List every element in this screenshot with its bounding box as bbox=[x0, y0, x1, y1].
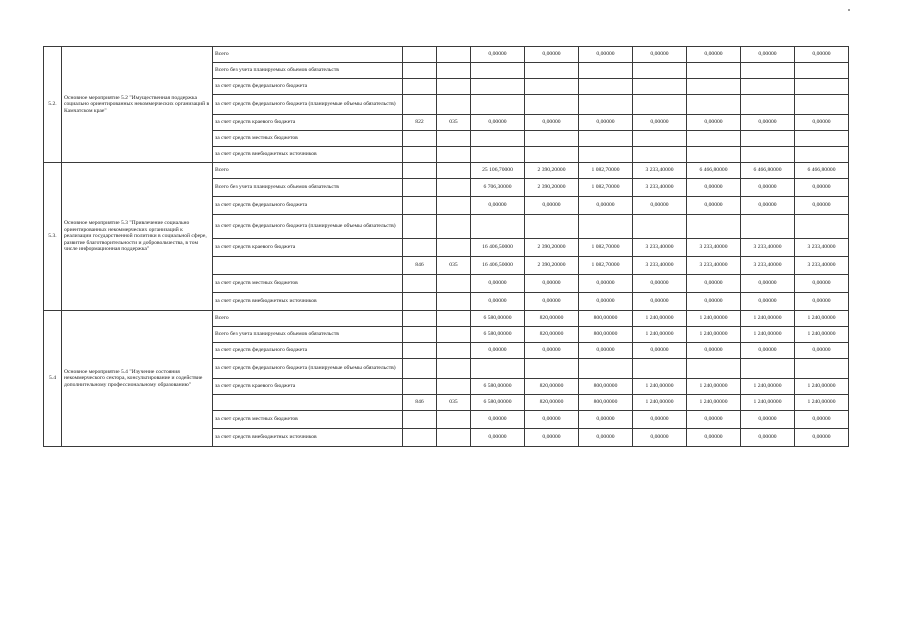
amount-cell bbox=[579, 63, 633, 79]
budget-code bbox=[403, 379, 437, 395]
funding-source: за счет средств внебюджетных источников bbox=[213, 293, 403, 311]
budget-code: 822 bbox=[403, 115, 437, 131]
amount-cell: 0,00000 bbox=[687, 429, 741, 447]
amount-cell: 0,00000 bbox=[687, 115, 741, 131]
program-code bbox=[437, 327, 471, 343]
amount-cell bbox=[579, 95, 633, 115]
amount-cell: 0,00000 bbox=[471, 47, 525, 63]
amount-cell bbox=[525, 359, 579, 379]
funding-source: за счет средств краевого бюджета bbox=[213, 239, 403, 257]
budget-code bbox=[403, 359, 437, 379]
funding-source: за счет средств федерального бюджета bbox=[213, 343, 403, 359]
amount-cell: 1 082,70000 bbox=[579, 257, 633, 275]
amount-cell: 1 240,00000 bbox=[741, 379, 795, 395]
amount-cell: 0,00000 bbox=[471, 197, 525, 215]
amount-cell: 0,00000 bbox=[633, 293, 687, 311]
amount-cell: 3 233,40000 bbox=[741, 257, 795, 275]
amount-cell: 0,00000 bbox=[471, 429, 525, 447]
amount-cell: 0,00000 bbox=[579, 47, 633, 63]
section-title: Основное мероприятие 5.3 "Привлечение социально ориентированных некоммерческих организаций к реализации государственной политики в социальной сфере, развитие благотворительности и добровольчества, в том числе информационная поддержка" bbox=[62, 163, 213, 311]
amount-cell: 0,00000 bbox=[579, 293, 633, 311]
amount-cell bbox=[741, 131, 795, 147]
amount-cell bbox=[687, 95, 741, 115]
program-code bbox=[437, 179, 471, 197]
amount-cell bbox=[687, 359, 741, 379]
section-number: 5.2. bbox=[44, 47, 62, 163]
amount-cell: 0,00000 bbox=[741, 47, 795, 63]
amount-cell: 0,00000 bbox=[633, 429, 687, 447]
amount-cell: 1 240,00000 bbox=[687, 311, 741, 327]
amount-cell: 0,00000 bbox=[795, 197, 849, 215]
amount-cell: 0,00000 bbox=[471, 275, 525, 293]
amount-cell: 0,00000 bbox=[795, 275, 849, 293]
program-code: 035 bbox=[437, 395, 471, 411]
program-code bbox=[437, 215, 471, 239]
budget-code bbox=[403, 343, 437, 359]
funding-source bbox=[213, 395, 403, 411]
section-number: 5.4 bbox=[44, 311, 62, 447]
funding-source: за счет средств краевого бюджета bbox=[213, 115, 403, 131]
amount-cell: 6 580,00000 bbox=[471, 327, 525, 343]
program-code: 035 bbox=[437, 115, 471, 131]
amount-cell: 0,00000 bbox=[741, 343, 795, 359]
amount-cell bbox=[687, 131, 741, 147]
budget-table bbox=[43, 46, 849, 447]
amount-cell: 1 082,70000 bbox=[579, 163, 633, 179]
amount-cell: 0,00000 bbox=[795, 429, 849, 447]
amount-cell: 16 406,50000 bbox=[471, 239, 525, 257]
amount-cell: 0,00000 bbox=[633, 197, 687, 215]
amount-cell bbox=[741, 79, 795, 95]
amount-cell bbox=[579, 131, 633, 147]
amount-cell bbox=[741, 359, 795, 379]
amount-cell: 0,00000 bbox=[687, 293, 741, 311]
amount-cell: 0,00000 bbox=[795, 115, 849, 131]
funding-source: за счет средств местных бюджетов bbox=[213, 275, 403, 293]
amount-cell: 820,00000 bbox=[525, 327, 579, 343]
amount-cell: 1 240,00000 bbox=[633, 327, 687, 343]
amount-cell: 0,00000 bbox=[579, 275, 633, 293]
budget-code bbox=[403, 293, 437, 311]
program-code bbox=[437, 147, 471, 163]
amount-cell bbox=[795, 95, 849, 115]
amount-cell: 1 240,00000 bbox=[795, 327, 849, 343]
amount-cell: 0,00000 bbox=[687, 343, 741, 359]
amount-cell: 6 466,80000 bbox=[795, 163, 849, 179]
amount-cell: 2 390,20000 bbox=[525, 257, 579, 275]
amount-cell: 0,00000 bbox=[741, 293, 795, 311]
budget-code bbox=[403, 163, 437, 179]
amount-cell: 16 406,50000 bbox=[471, 257, 525, 275]
budget-code bbox=[403, 79, 437, 95]
amount-cell: 0,00000 bbox=[687, 197, 741, 215]
amount-cell: 1 082,70000 bbox=[579, 179, 633, 197]
amount-cell: 0,00000 bbox=[795, 293, 849, 311]
amount-cell: 1 240,00000 bbox=[633, 379, 687, 395]
amount-cell: 0,00000 bbox=[687, 411, 741, 429]
amount-cell bbox=[633, 147, 687, 163]
amount-cell bbox=[741, 215, 795, 239]
amount-cell: 0,00000 bbox=[687, 179, 741, 197]
budget-code bbox=[403, 63, 437, 79]
amount-cell: 3 233,40000 bbox=[633, 163, 687, 179]
amount-cell: 3 233,40000 bbox=[633, 239, 687, 257]
budget-code bbox=[403, 327, 437, 343]
amount-cell bbox=[633, 359, 687, 379]
amount-cell: 0,00000 bbox=[795, 47, 849, 63]
budget-code bbox=[403, 147, 437, 163]
amount-cell: 6 580,00000 bbox=[471, 379, 525, 395]
amount-cell: 3 233,40000 bbox=[795, 257, 849, 275]
budget-code bbox=[403, 429, 437, 447]
budget-code bbox=[403, 311, 437, 327]
program-code bbox=[437, 359, 471, 379]
amount-cell bbox=[741, 95, 795, 115]
amount-cell: 820,00000 bbox=[525, 311, 579, 327]
table-row bbox=[44, 311, 849, 327]
amount-cell bbox=[633, 63, 687, 79]
amount-cell bbox=[633, 95, 687, 115]
amount-cell: 0,00000 bbox=[795, 179, 849, 197]
amount-cell bbox=[579, 359, 633, 379]
amount-cell: 1 240,00000 bbox=[687, 379, 741, 395]
amount-cell: 0,00000 bbox=[633, 343, 687, 359]
program-code bbox=[437, 343, 471, 359]
program-code: 035 bbox=[437, 257, 471, 275]
amount-cell bbox=[687, 147, 741, 163]
amount-cell: 0,00000 bbox=[579, 411, 633, 429]
amount-cell: 1 082,70000 bbox=[579, 239, 633, 257]
budget-code: 846 bbox=[403, 395, 437, 411]
funding-source: за счет средств федерального бюджета (планируемые объемы обязательств) bbox=[213, 95, 403, 115]
amount-cell bbox=[741, 147, 795, 163]
amount-cell bbox=[471, 95, 525, 115]
amount-cell bbox=[633, 79, 687, 95]
amount-cell bbox=[525, 95, 579, 115]
amount-cell: 0,00000 bbox=[795, 343, 849, 359]
funding-source: за счет средств внебюджетных источников bbox=[213, 429, 403, 447]
funding-source: за счет средств федерального бюджета (планируемые объемы обязательств) bbox=[213, 215, 403, 239]
program-code bbox=[437, 47, 471, 63]
amount-cell: 0,00000 bbox=[633, 47, 687, 63]
amount-cell: 2 390,20000 bbox=[525, 239, 579, 257]
amount-cell: 0,00000 bbox=[741, 411, 795, 429]
amount-cell bbox=[525, 63, 579, 79]
section-title: Основное мероприятие 5.4 "Изучение состояния некоммерческого сектора, консультирование и содействие дополнительному профессиональному образованию" bbox=[62, 311, 213, 447]
amount-cell: 25 106,70000 bbox=[471, 163, 525, 179]
amount-cell: 1 240,00000 bbox=[687, 327, 741, 343]
amount-cell: 1 240,00000 bbox=[741, 395, 795, 411]
amount-cell bbox=[525, 79, 579, 95]
program-code bbox=[437, 163, 471, 179]
program-code bbox=[437, 79, 471, 95]
amount-cell bbox=[795, 79, 849, 95]
amount-cell: 1 240,00000 bbox=[633, 395, 687, 411]
amount-cell bbox=[795, 359, 849, 379]
table-row bbox=[44, 163, 849, 179]
amount-cell bbox=[471, 131, 525, 147]
funding-source bbox=[213, 257, 403, 275]
funding-source: Всего bbox=[213, 163, 403, 179]
program-code bbox=[437, 429, 471, 447]
amount-cell: 6 466,80000 bbox=[687, 163, 741, 179]
amount-cell bbox=[795, 131, 849, 147]
amount-cell: 0,00000 bbox=[525, 429, 579, 447]
amount-cell: 1 240,00000 bbox=[795, 311, 849, 327]
amount-cell: 3 233,40000 bbox=[633, 179, 687, 197]
amount-cell: 0,00000 bbox=[687, 47, 741, 63]
program-code bbox=[437, 197, 471, 215]
amount-cell: 0,00000 bbox=[471, 115, 525, 131]
amount-cell: 0,00000 bbox=[525, 197, 579, 215]
amount-cell: 0,00000 bbox=[741, 429, 795, 447]
amount-cell: 0,00000 bbox=[741, 275, 795, 293]
amount-cell: 1 240,00000 bbox=[687, 395, 741, 411]
amount-cell: 2 390,20000 bbox=[525, 179, 579, 197]
budget-code: 846 bbox=[403, 257, 437, 275]
amount-cell bbox=[633, 215, 687, 239]
amount-cell: 800,00000 bbox=[579, 311, 633, 327]
funding-source: Всего bbox=[213, 47, 403, 63]
amount-cell: 0,00000 bbox=[525, 47, 579, 63]
amount-cell bbox=[795, 215, 849, 239]
funding-source: за счет средств федерального бюджета bbox=[213, 197, 403, 215]
budget-code bbox=[403, 47, 437, 63]
amount-cell bbox=[633, 131, 687, 147]
amount-cell bbox=[525, 147, 579, 163]
amount-cell bbox=[687, 215, 741, 239]
table-row bbox=[44, 47, 849, 63]
amount-cell: 0,00000 bbox=[741, 179, 795, 197]
amount-cell: 800,00000 bbox=[579, 379, 633, 395]
amount-cell: 6 706,30000 bbox=[471, 179, 525, 197]
amount-cell: 3 233,40000 bbox=[795, 239, 849, 257]
amount-cell: 0,00000 bbox=[633, 411, 687, 429]
amount-cell: 3 233,40000 bbox=[687, 257, 741, 275]
amount-cell: 800,00000 bbox=[579, 327, 633, 343]
scan-speck bbox=[848, 9, 850, 11]
program-code bbox=[437, 379, 471, 395]
amount-cell: 1 240,00000 bbox=[741, 327, 795, 343]
amount-cell bbox=[471, 147, 525, 163]
amount-cell bbox=[795, 147, 849, 163]
budget-code bbox=[403, 179, 437, 197]
amount-cell bbox=[471, 79, 525, 95]
amount-cell: 1 240,00000 bbox=[795, 379, 849, 395]
budget-code bbox=[403, 239, 437, 257]
amount-cell bbox=[687, 63, 741, 79]
amount-cell: 0,00000 bbox=[579, 343, 633, 359]
amount-cell bbox=[525, 215, 579, 239]
funding-source: Всего без учета планируемых объемов обязательств bbox=[213, 63, 403, 79]
funding-source: за счет средств краевого бюджета bbox=[213, 379, 403, 395]
amount-cell bbox=[525, 131, 579, 147]
amount-cell: 0,00000 bbox=[525, 293, 579, 311]
amount-cell: 0,00000 bbox=[633, 275, 687, 293]
amount-cell: 3 233,40000 bbox=[633, 257, 687, 275]
program-code bbox=[437, 63, 471, 79]
amount-cell: 0,00000 bbox=[525, 343, 579, 359]
amount-cell bbox=[579, 215, 633, 239]
amount-cell: 1 240,00000 bbox=[633, 311, 687, 327]
budget-code bbox=[403, 131, 437, 147]
funding-source: за счет средств внебюджетных источников bbox=[213, 147, 403, 163]
amount-cell bbox=[471, 63, 525, 79]
amount-cell: 800,00000 bbox=[579, 395, 633, 411]
amount-cell: 820,00000 bbox=[525, 395, 579, 411]
funding-source: за счет средств федерального бюджета (планируемые объемы обязательств) bbox=[213, 359, 403, 379]
amount-cell: 3 233,40000 bbox=[687, 239, 741, 257]
funding-source: за счет средств местных бюджетов bbox=[213, 411, 403, 429]
amount-cell: 6 580,00000 bbox=[471, 311, 525, 327]
section-title: Основное мероприятие 5.2 "Имущественная поддержка социально ориентированных некоммерческих организаций в Камчатском крае" bbox=[62, 47, 213, 163]
funding-source: Всего без учета планируемых объемов обязательств bbox=[213, 327, 403, 343]
amount-cell: 6 580,00000 bbox=[471, 395, 525, 411]
amount-cell: 1 240,00000 bbox=[741, 311, 795, 327]
amount-cell: 0,00000 bbox=[741, 115, 795, 131]
program-code bbox=[437, 311, 471, 327]
program-code bbox=[437, 131, 471, 147]
amount-cell: 0,00000 bbox=[633, 115, 687, 131]
program-code bbox=[437, 275, 471, 293]
amount-cell bbox=[741, 63, 795, 79]
amount-cell: 0,00000 bbox=[687, 275, 741, 293]
program-code bbox=[437, 95, 471, 115]
amount-cell bbox=[579, 79, 633, 95]
amount-cell bbox=[687, 79, 741, 95]
amount-cell bbox=[471, 215, 525, 239]
amount-cell: 820,00000 bbox=[525, 379, 579, 395]
budget-code bbox=[403, 95, 437, 115]
funding-source: Всего bbox=[213, 311, 403, 327]
budget-code bbox=[403, 275, 437, 293]
amount-cell bbox=[579, 147, 633, 163]
amount-cell: 3 233,40000 bbox=[741, 239, 795, 257]
program-code bbox=[437, 239, 471, 257]
amount-cell: 0,00000 bbox=[525, 115, 579, 131]
amount-cell: 0,00000 bbox=[471, 411, 525, 429]
budget-code bbox=[403, 411, 437, 429]
amount-cell: 1 240,00000 bbox=[795, 395, 849, 411]
amount-cell: 0,00000 bbox=[579, 197, 633, 215]
amount-cell: 0,00000 bbox=[741, 197, 795, 215]
funding-source: за счет средств федерального бюджета bbox=[213, 79, 403, 95]
amount-cell: 2 390,20000 bbox=[525, 163, 579, 179]
funding-source: Всего без учета планируемых объемов обязательств bbox=[213, 179, 403, 197]
amount-cell: 0,00000 bbox=[579, 115, 633, 131]
section-number: 5.3. bbox=[44, 163, 62, 311]
amount-cell: 0,00000 bbox=[471, 343, 525, 359]
amount-cell: 0,00000 bbox=[795, 411, 849, 429]
amount-cell: 0,00000 bbox=[579, 429, 633, 447]
budget-code bbox=[403, 197, 437, 215]
amount-cell: 0,00000 bbox=[525, 275, 579, 293]
amount-cell: 0,00000 bbox=[525, 411, 579, 429]
amount-cell bbox=[471, 359, 525, 379]
program-code bbox=[437, 293, 471, 311]
amount-cell bbox=[795, 63, 849, 79]
budget-code bbox=[403, 215, 437, 239]
amount-cell: 0,00000 bbox=[471, 293, 525, 311]
funding-source: за счет средств местных бюджетов bbox=[213, 131, 403, 147]
program-code bbox=[437, 411, 471, 429]
amount-cell: 6 466,80000 bbox=[741, 163, 795, 179]
